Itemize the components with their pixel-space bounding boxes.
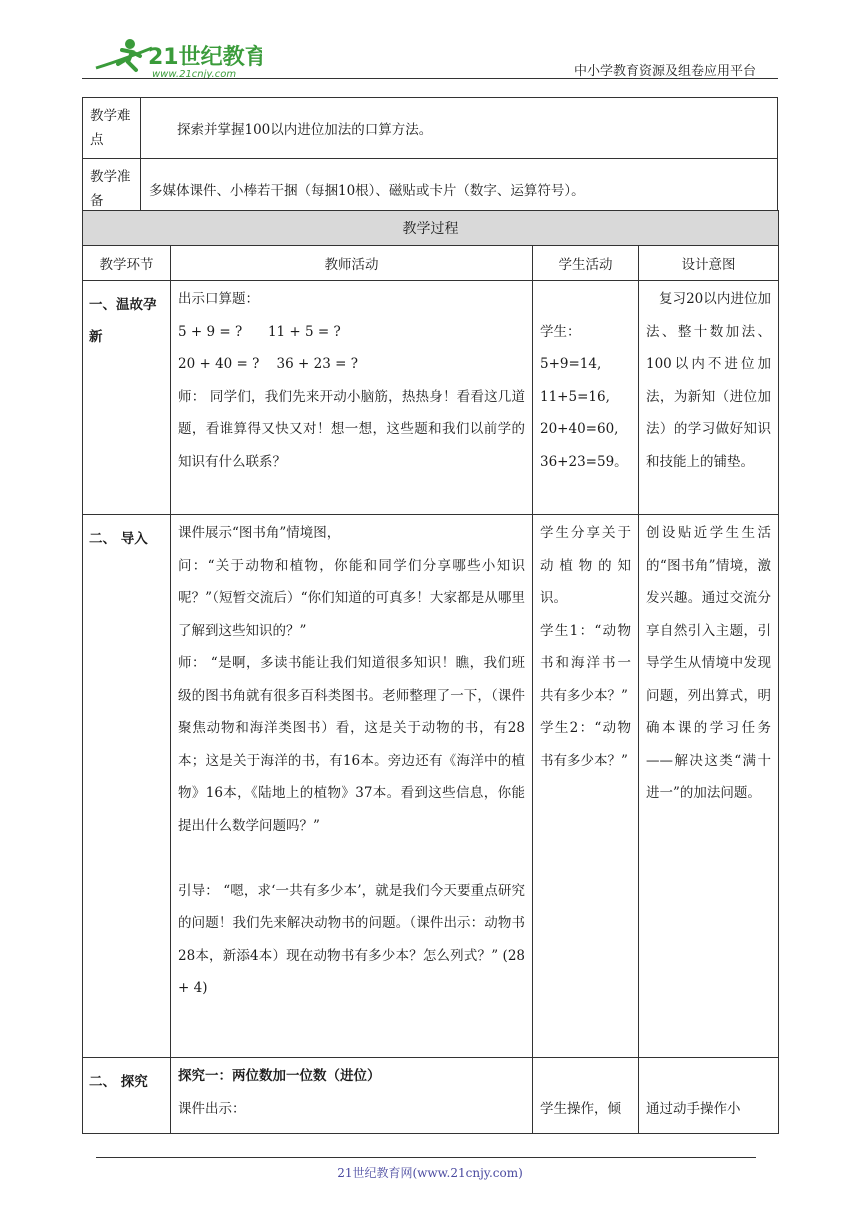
student-line: 学生1：“动物书和海洋书一共有多少本？” <box>540 622 631 704</box>
col-header-student: 学生活动 <box>533 246 639 281</box>
student-activity <box>533 1058 639 1134</box>
teacher-activity <box>171 1058 533 1134</box>
column-header-row <box>83 246 779 281</box>
design-intent <box>639 281 779 515</box>
student-line: 20+40=60, <box>540 421 619 437</box>
difficulty-content: 探索并掌握100以内进位加法的口算方法。 <box>141 98 778 159</box>
student-line: 学生： <box>540 323 581 340</box>
stage-intro: 二、 导入 <box>83 515 171 1058</box>
student-line: 学生分享关于动植物的知识。 <box>540 525 631 606</box>
student-activity <box>533 515 639 1058</box>
teacher-line: 出示口算题： <box>178 291 259 307</box>
student-line: 36+23=59。 <box>540 453 628 470</box>
design-intent <box>639 515 779 1058</box>
difficulty-label: 教学难点 <box>83 98 141 159</box>
teaching-process-table <box>82 210 779 1134</box>
footer-divider <box>96 1157 756 1158</box>
preparation-content: 多媒体课件、小棒若干捆（每捆10根）、磁贴或卡片（数字、运算符号）。 <box>141 159 778 220</box>
logo-url: www.21cnjy.com <box>152 69 237 80</box>
preparation-label: 教学准备 <box>83 159 141 220</box>
intent-text: 复习20以内进位加法、整十数加法、100以内不进位加法，为新知（进位加法）的学习做好知识和技能上的铺垫。 <box>646 291 771 470</box>
teacher-line: 课件出示： <box>178 1100 246 1117</box>
intent-text: 创设贴近学生生活的“图书角”情境，激发兴趣。通过交流分享自然引入主题，引导学生从情境中发现问题，列出算式，明确本课的学习任务——解决这类“满十进一”的加法问题。 <box>646 525 771 801</box>
teacher-line: 引导： “嗯，求‘一共有多少本’，就是我们今天要重点研究的问题！我们先来解决动物书的问题。（课件出示：动物书28本，新添4本）现在动物书有多少本？怎么列式？” (28 + 4) <box>178 882 525 996</box>
footer-link[interactable]: 21世纪教育网(www.21cnjy.com) <box>337 1166 523 1180</box>
teacher-line: 探究一：两位数加一位数（进位） <box>178 1068 381 1084</box>
student-line: 11+5=16, <box>540 388 610 405</box>
teacher-activity <box>171 281 533 515</box>
table-row <box>83 1058 779 1134</box>
design-intent <box>639 1058 779 1134</box>
header-platform-text: 中小学教育资源及组卷应用平台 <box>573 64 756 79</box>
teacher-line: 20 + 40 = ? 36 + 23 = ? <box>178 356 358 372</box>
teacher-activity <box>171 515 533 1058</box>
teacher-line: 课件展示“图书角”情境图， <box>178 525 341 541</box>
student-line <box>533 283 638 316</box>
difficulty-row <box>83 98 778 159</box>
teacher-line: 师： 同学们，我们先来开动小脑筋，热热身！看看这几道题，看谁算得又快又对！想一想，这些题和我们以前学的知识有什么联系？ <box>178 388 525 470</box>
intent-text: 通过动手操作小 <box>646 1100 741 1117</box>
student-line: 学生操作，倾 <box>540 1100 621 1117</box>
student-line: 5+9=14, <box>540 356 602 372</box>
col-header-intent: 设计意图 <box>639 246 779 281</box>
stage-explore: 二、 探究 <box>83 1058 171 1134</box>
teacher-line <box>171 842 532 875</box>
lesson-info-table <box>82 97 778 220</box>
logo-text: 21世纪教育 <box>148 45 262 70</box>
col-header-stage: 教学环节 <box>83 246 171 281</box>
teacher-line: 5 + 9 = ? 11 + 5 = ? <box>178 323 341 340</box>
teacher-line: 问：“关于动物和植物，你能和同学们分享哪些小知识呢？”（短暂交流后）“你们知道的可真多！大家都是从哪里了解到这些知识的？” <box>178 557 525 639</box>
site-logo <box>92 34 262 80</box>
teacher-line: 师： “是啊，多读书能让我们知道很多知识！瞧，我们班级的图书角就有很多百科类图书。老师整理了一下，（课件聚焦动物和海洋类图书）看，这是关于动物的书，有28本；这是关于海洋的书，有16本。旁边还有《海洋中的植物》16本，《陆地上的植物》37本。看到这些信息，你能提出什么数学问题吗？” <box>178 655 525 834</box>
table-row <box>83 281 779 515</box>
header-divider <box>82 78 778 79</box>
student-line <box>533 1060 638 1093</box>
student-line <box>639 1060 778 1093</box>
col-header-teacher: 教师活动 <box>171 246 533 281</box>
student-line: 学生2：“动物书有多少本？” <box>540 720 631 769</box>
student-activity <box>533 281 639 515</box>
stage-review: 一、温故孕新 <box>83 281 171 515</box>
table-row <box>83 515 779 1058</box>
process-title: 教学过程 <box>83 211 779 246</box>
